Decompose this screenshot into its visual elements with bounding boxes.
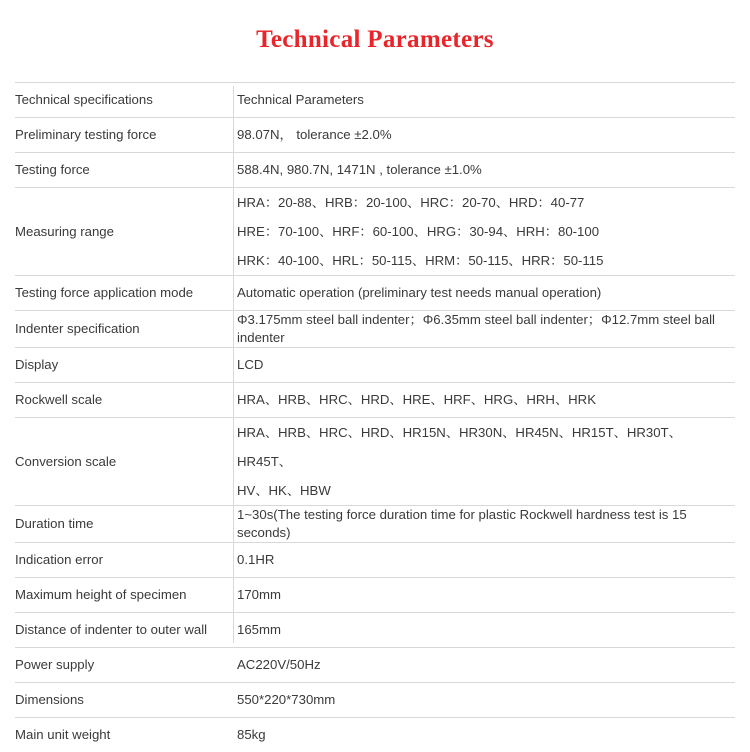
spec-label-text: Power supply bbox=[15, 648, 237, 682]
table-row bbox=[15, 276, 735, 311]
spec-value bbox=[237, 276, 735, 311]
table-row bbox=[15, 188, 735, 276]
table-row bbox=[15, 578, 735, 613]
table-row bbox=[15, 613, 735, 648]
spec-value-line: 0.1HR bbox=[237, 552, 274, 567]
spec-value bbox=[237, 418, 735, 506]
spec-value-line: Φ3.175mm steel ball indenter；Φ6.35mm steel ball indenter；Φ12.7mm steel ball indenter bbox=[237, 312, 715, 345]
technical-parameters-table bbox=[15, 82, 735, 752]
table-row bbox=[15, 418, 735, 506]
spec-value bbox=[237, 311, 735, 348]
table-row bbox=[15, 718, 735, 752]
spec-value bbox=[237, 383, 735, 418]
spec-label bbox=[15, 118, 237, 153]
table-row bbox=[15, 543, 735, 578]
spec-label bbox=[15, 348, 237, 383]
table-row bbox=[15, 153, 735, 188]
spec-value-line: 170mm bbox=[237, 587, 281, 602]
spec-label-text: Measuring range bbox=[15, 215, 237, 249]
spec-value-line: 1~30s(The testing force duration time for plastic Rockwell hardness test is 15 seconds) bbox=[237, 507, 687, 540]
spec-label bbox=[15, 506, 237, 543]
table-row bbox=[15, 506, 735, 543]
spec-value-line: Technical Parameters bbox=[237, 92, 364, 107]
spec-label bbox=[15, 188, 237, 276]
spec-value-line: 165mm bbox=[237, 622, 281, 637]
table-row bbox=[15, 648, 735, 683]
spec-label bbox=[15, 683, 237, 718]
spec-label-text: Distance of indenter to outer wall bbox=[15, 613, 237, 647]
spec-label-text: Display bbox=[15, 348, 237, 382]
table-row bbox=[15, 83, 735, 118]
spec-label-text: Main unit weight bbox=[15, 718, 237, 752]
table-row bbox=[15, 348, 735, 383]
spec-label bbox=[15, 311, 237, 348]
spec-label bbox=[15, 613, 237, 648]
spec-label-text: Indication error bbox=[15, 543, 237, 577]
spec-value-line: HV、HK、HBW bbox=[237, 476, 735, 505]
spec-value-line: Automatic operation (preliminary test needs manual operation) bbox=[237, 285, 601, 300]
spec-label-text: Testing force application mode bbox=[15, 276, 237, 310]
spec-value-line: 588.4N, 980.7N, 1471N , tolerance ±1.0% bbox=[237, 162, 482, 177]
spec-label bbox=[15, 383, 237, 418]
spec-label-text: Dimensions bbox=[15, 683, 237, 717]
spec-label bbox=[15, 276, 237, 311]
spec-label-text: Duration time bbox=[15, 507, 237, 541]
spec-label bbox=[15, 153, 237, 188]
spec-label-text: Maximum height of specimen bbox=[15, 578, 237, 612]
spec-label-text: Preliminary testing force bbox=[15, 118, 237, 152]
table-row bbox=[15, 118, 735, 153]
spec-value-line: 550*220*730mm bbox=[237, 692, 335, 707]
spec-label-text: Technical specifications bbox=[15, 83, 237, 117]
spec-label-text: Indenter specification bbox=[15, 312, 237, 346]
spec-label-text: Conversion scale bbox=[15, 445, 237, 479]
spec-value-line: AC220V/50Hz bbox=[237, 657, 321, 672]
spec-value bbox=[237, 348, 735, 383]
table-row bbox=[15, 383, 735, 418]
spec-value bbox=[237, 543, 735, 578]
spec-value-line: HRK：40-100、HRL：50-115、HRM：50-115、HRR：50-115 bbox=[237, 246, 735, 275]
table-row bbox=[15, 311, 735, 348]
table-body bbox=[15, 83, 735, 752]
table-row bbox=[15, 683, 735, 718]
spec-value-line: LCD bbox=[237, 357, 263, 372]
spec-value-line: HRA、HRB、HRC、HRD、HR15N、HR30N、HR45N、HR15T、HR30T、HR45T、 bbox=[237, 418, 735, 476]
spec-label bbox=[15, 543, 237, 578]
spec-value bbox=[237, 683, 735, 718]
spec-value bbox=[237, 118, 735, 153]
spec-value bbox=[237, 718, 735, 752]
spec-label bbox=[15, 648, 237, 683]
spec-label-text: Testing force bbox=[15, 153, 237, 187]
spec-value-line: HRE：70-100、HRF：60-100、HRG：30-94、HRH：80-100 bbox=[237, 217, 735, 246]
spec-label bbox=[15, 83, 237, 118]
spec-value bbox=[237, 578, 735, 613]
spec-value-line: HRA、HRB、HRC、HRD、HRE、HRF、HRG、HRH、HRK bbox=[237, 392, 596, 407]
spec-value bbox=[237, 613, 735, 648]
spec-value bbox=[237, 188, 735, 276]
spec-value bbox=[237, 153, 735, 188]
spec-label bbox=[15, 578, 237, 613]
spec-value-line: HRA：20-88、HRB：20-100、HRC：20-70、HRD：40-77 bbox=[237, 188, 735, 217]
spec-label bbox=[15, 418, 237, 506]
spec-value bbox=[237, 648, 735, 683]
spec-label-text: Rockwell scale bbox=[15, 383, 237, 417]
spec-value-line: 85kg bbox=[237, 727, 266, 742]
spec-value bbox=[237, 506, 735, 543]
spec-value-line: 98.07N， tolerance ±2.0% bbox=[237, 127, 392, 142]
spec-label bbox=[15, 718, 237, 752]
spec-value bbox=[237, 83, 735, 118]
table-column-divider bbox=[233, 86, 234, 643]
page-title: Technical Parameters bbox=[0, 0, 750, 55]
